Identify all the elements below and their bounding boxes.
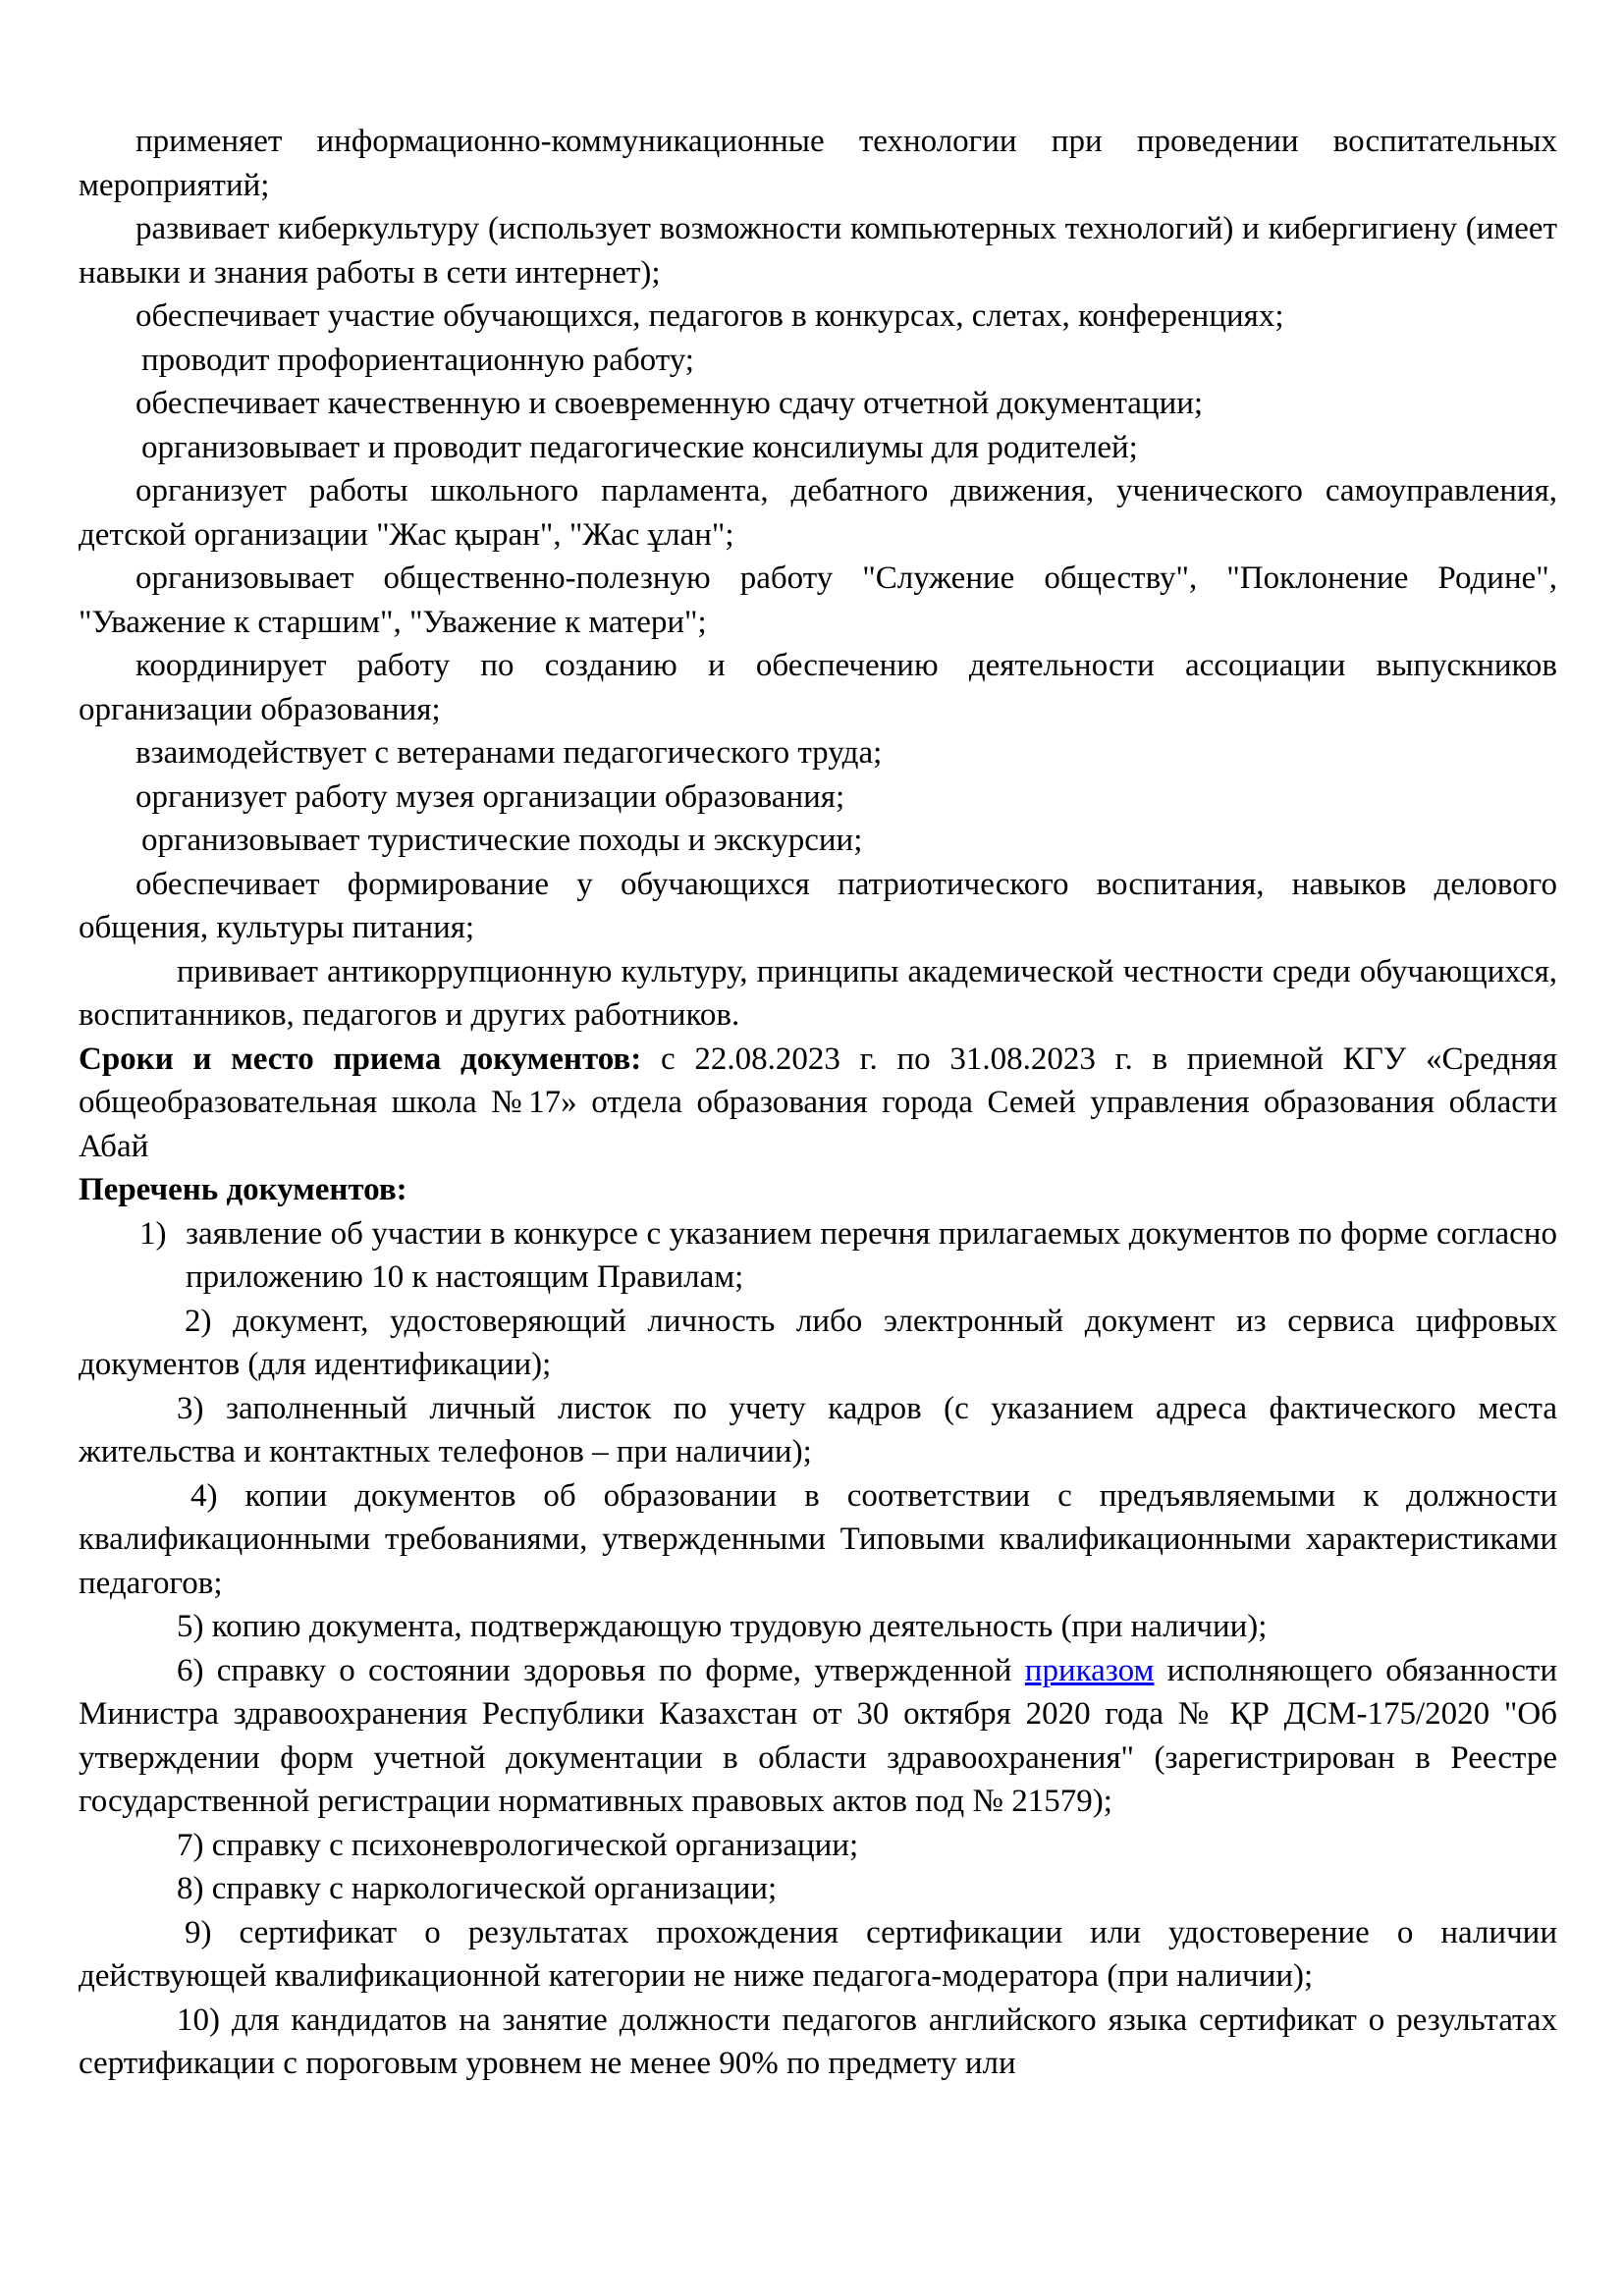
document-item-3: 3) заполненный личный листок по учету кадров (с указанием адреса фактического места жительства и контактных телефонов – при наличии); [79,1390,1557,1469]
duty-councils: организовывает и проводит педагогические консилиумы для родителей; [141,429,1138,465]
document-item-8: 8) справку с наркологической организации; [177,1871,778,1906]
duty-museum: организует работу музея организации образования; [135,778,845,815]
deadline-text: с 22.08.2023 г. по 31.08.2023 г. в приемной КГУ «Средняя общеобразовательная школа №17» отдела образования города Семей управления образования области Абай [79,1041,1557,1164]
document-item-1 [79,1212,1557,1300]
duty-parliament: организует работы школьного парламента, дебатного движения, ученического самоуправления, детской организации "Жас қыран", "Жас ұлан"; [79,473,1557,553]
duty-community-work: организовывает общественно-полезную работу "Служение обществу", "Поклонение Родине", "Уважение к старшим", "Уважение к матери"; [79,561,1557,640]
document-item-10: 10) для кандидатов на занятие должности педагогов английского языка сертификат о результатах сертификации с пороговым уровнем не менее 90% по предмету или [79,2002,1557,2081]
duty-contests: обеспечивает участие обучающихся, педагогов в конкурсах, слетах, конференциях; [135,298,1284,334]
duty-career-guidance: проводит профориентационную работу; [141,342,694,378]
duty-veterans: взаимодействует с ветеранами педагогического труда; [135,735,883,771]
duty-anticorruption: прививает антикоррупционную культуру, принципы академической честности среди обучающихся, воспитанников, педагогов и других работников. [79,953,1557,1033]
documents-heading: Перечень документов: [79,1172,407,1207]
document-item-6-rest: исполняющего обязанности Министра здравоохранения Республики Казахстан от 30 октября 2020 года № ҚР ДСМ-175/2020 "Об утверждении форм учетной документации в области здравоохранения" (зарегистрирован в Реестре государственной регистрации нормативных правовых актов под № 21579); [79,1652,1558,1819]
document-item-1-text: заявление об участии в конкурсе с указанием перечня прилагаемых документов по форме согласно приложению 10 к настоящим Правилам; [186,1215,1557,1295]
document-item-4: 4) копии документов об образовании в соответствии с предъявляемыми к должности квалификационными требованиями, утвержденными Типовыми квалификационными характеристиками педагогов; [79,1477,1557,1601]
document-item-5: 5) копию документа, подтверждающую трудовую деятельность (при наличии); [177,1609,1268,1644]
document-item-9: 9) сертификат о результатах прохождения сертификации или удостоверение о наличии действующей квалификационной категории не ниже педагога-модератора (при наличии); [79,1914,1557,1994]
document-item-2: 2) документ, удостоверяющий личность либо электронный документ из сервиса цифровых документов (для идентификации); [79,1303,1557,1382]
duty-patriotism: обеспечивает формирование у обучающихся патриотического воспитания, навыков делового общения, культуры питания; [79,866,1557,945]
order-link[interactable]: приказом [1024,1652,1155,1688]
deadline-label: Сроки и место приема документов: [79,1041,642,1077]
document-item-6 [79,1649,1557,1824]
duty-alumni: координирует работу по созданию и обеспечению деятельности ассоциации выпускников организации образования; [79,648,1557,727]
duty-ict: применяет информационно-коммуникационные технологии при проведении воспитательных мероприятий; [79,124,1557,203]
document-item-7: 7) справку с психоневрологической организации; [177,1827,859,1863]
duty-reporting: обеспечивает качественную и своевременную сдачу отчетной документации; [135,386,1204,421]
document-item-1-number: 1) [139,1215,167,1252]
document-item-6-start: 6) справку о состоянии здоровья по форме, утвержденной [177,1652,1025,1688]
duty-cyberculture: развивает киберкультуру (использует возможности компьютерных технологий) и кибергигиену (имеет навыки и знания работы в сети интернет); [79,211,1557,291]
duty-tourism: организовывает туристические походы и экскурсии; [141,823,863,858]
deadline-paragraph [79,1038,1557,1169]
